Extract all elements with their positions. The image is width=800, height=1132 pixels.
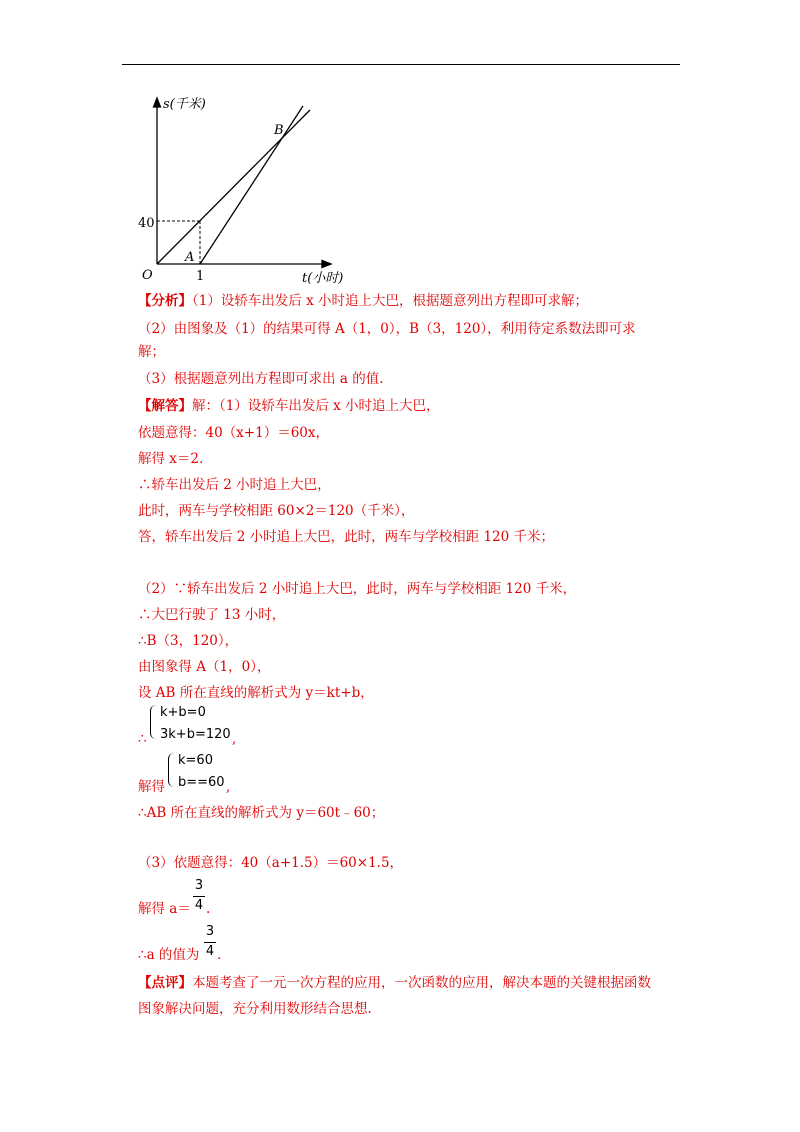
fraction1-bar xyxy=(193,896,205,897)
fraction1-numerator: 3 xyxy=(194,878,204,893)
car-line xyxy=(200,106,303,264)
y-tick-label: 40 xyxy=(138,216,155,231)
analysis-line-3: 解； xyxy=(138,344,165,360)
system1-eq1: k+b=0 xyxy=(160,705,206,720)
point-a-label: A xyxy=(185,250,195,265)
origin-label: O xyxy=(142,268,153,283)
y-axis-label: s(千米) xyxy=(163,97,206,112)
solution-text-1: 解：（1）设轿车出发后 x 小时追上大巴， xyxy=(192,398,440,414)
solution-line-4: ∴轿车出发后 2 小时追上大巴， xyxy=(138,477,331,493)
fraction2-denominator: 4 xyxy=(205,944,215,959)
system2-suffix: , xyxy=(226,779,231,795)
system1-prefix: ∴ xyxy=(138,731,147,747)
x-axis-label: t(小时) xyxy=(302,271,344,286)
x-tick-label: 1 xyxy=(196,269,205,284)
solution-line-13: （3）依题意得：40（a+1.5）＝60×1.5， xyxy=(138,855,404,871)
comment-line-2: 图象解决问题，充分利用数形结合思想. xyxy=(138,1001,372,1017)
point-b-label: B xyxy=(274,123,284,138)
bus-line xyxy=(157,110,310,264)
solution-line-15-end: . xyxy=(217,947,222,963)
solution-line-3: 解得 x＝2. xyxy=(138,451,204,467)
solution-line-9: ∴B（3，120）， xyxy=(138,633,239,649)
header-rule xyxy=(122,64,680,65)
analysis-line-2: （2）由图象及（1）的结果可得 A（1，0），B（3，120），利用待定系数法即可求 xyxy=(138,321,636,337)
solution-line-8: ∴大巴行驶了 13 小时， xyxy=(138,607,286,623)
solution-line-14: 解得 a＝ xyxy=(138,901,191,917)
solution-line-2: 依题意得：40（x+1）＝60x， xyxy=(138,425,329,441)
system2-eq2: b==60 xyxy=(178,775,225,790)
system2-eq1: k=60 xyxy=(178,753,213,768)
solution-line-1 xyxy=(138,397,440,415)
distance-time-graph xyxy=(130,92,360,287)
fraction2-numerator: 3 xyxy=(205,924,215,939)
comment-text-1: 本题考查了一元一次方程的应用，一次函数的应用，解决本题的关键根据函数 xyxy=(192,975,651,991)
system1-suffix: , xyxy=(232,731,237,747)
comment-tag: 【点评】 xyxy=(138,975,192,991)
fraction2-bar xyxy=(204,942,216,943)
y-axis-arrow xyxy=(154,98,161,107)
analysis-tag: 【分析】 xyxy=(138,293,192,309)
solution-line-7: （2）∵轿车出发后 2 小时追上大巴，此时，两车与学校相距 120 千米， xyxy=(138,581,577,597)
analysis-line-4: （3）根据题意列出方程即可求出 a 的值. xyxy=(138,371,384,387)
system1-brace xyxy=(150,705,159,739)
analysis-line-1 xyxy=(138,292,588,310)
solution-line-15: ∴a 的值为 xyxy=(138,947,200,963)
solution-tag: 【解答】 xyxy=(138,398,192,414)
comment-line-1 xyxy=(138,974,651,992)
fraction1-denominator: 4 xyxy=(194,898,204,913)
system1-eq2: 3k+b=120 xyxy=(160,727,231,742)
solution-line-12: ∴AB 所在直线的解析式为 y＝60t﹣60； xyxy=(138,805,385,821)
solution-line-5: 此时，两车与学校相距 60×2＝120（千米）， xyxy=(138,503,415,519)
system2-prefix: 解得 xyxy=(138,779,165,795)
x-axis-arrow xyxy=(322,261,331,268)
solution-line-14-end: . xyxy=(206,901,211,917)
solution-line-11: 设 AB 所在直线的解析式为 y＝kt+b， xyxy=(138,685,374,701)
solution-line-10: 由图象得 A（1，0）， xyxy=(138,659,271,675)
analysis-text-1: （1）设轿车出发后 x 小时追上大巴，根据题意列出方程即可求解； xyxy=(192,293,589,309)
solution-line-6: 答，轿车出发后 2 小时追上大巴，此时，两车与学校相距 120 千米； xyxy=(138,529,555,545)
system2-brace xyxy=(168,753,177,787)
